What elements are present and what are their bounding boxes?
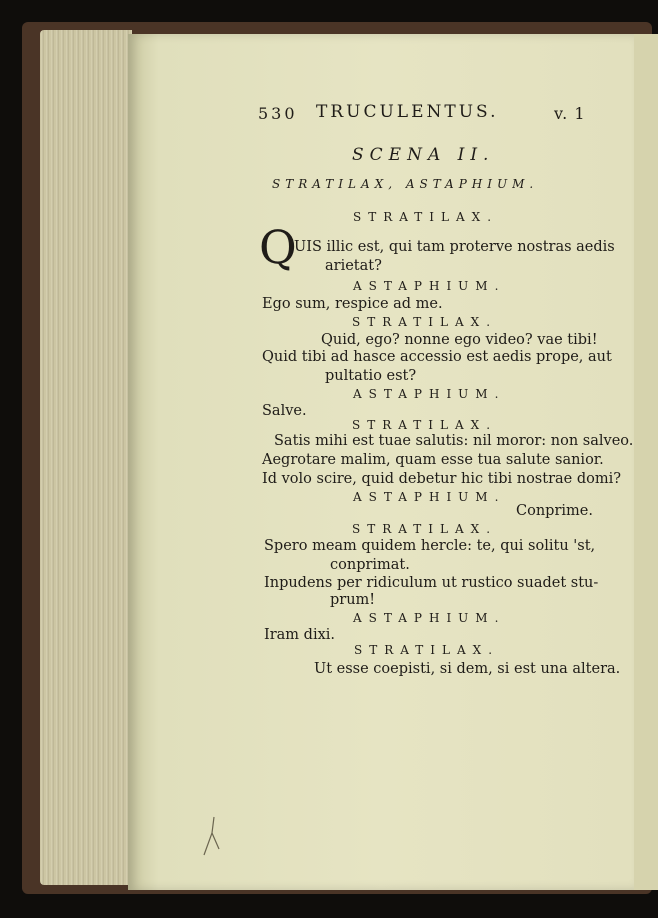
- speaker-label: ASTAPHIUM.: [353, 387, 506, 401]
- speaker-label: STRATILAX.: [354, 643, 500, 657]
- verse-line: Conprime.: [516, 503, 593, 519]
- drop-cap: Q: [259, 220, 297, 274]
- page-number: 530: [258, 104, 298, 123]
- verse-line: Satis mihi est tuae salutis: nil moror: non salveo.: [274, 433, 634, 449]
- running-title: TRUCULENTUS.: [316, 102, 499, 122]
- speaker-label: STRATILAX.: [352, 522, 498, 536]
- verse-line: Iram dixi.: [264, 627, 336, 643]
- speaker-label: ASTAPHIUM.: [353, 611, 506, 625]
- scene-characters: STRATILAX, ASTAPHIUM.: [272, 177, 539, 191]
- verse-line: Spero meam quidem hercle: te, qui solitu 'st,: [264, 538, 596, 554]
- speaker-label: STRATILAX.: [352, 315, 498, 329]
- verse-line: pultatio est?: [325, 368, 417, 384]
- verse-line: Ego sum, respice ad me.: [262, 296, 443, 312]
- verse-line: Inpudens per ridiculum ut rustico suadet stu-: [264, 575, 599, 591]
- speaker-label: STRATILAX.: [352, 418, 498, 432]
- verse-line: Quid, ego? nonne ego video? vae tibi!: [321, 332, 598, 348]
- speaker-label: ASTAPHIUM.: [353, 490, 506, 504]
- facing-page-edge: [634, 34, 658, 890]
- page-edges: [40, 30, 132, 885]
- verse-line: Aegrotare malim, quam esse tua salute sanior.: [262, 452, 604, 468]
- verse-line: Id volo scire, quid debetur hic tibi nostrae domi?: [262, 471, 622, 487]
- verse-line: conprimat.: [330, 557, 410, 573]
- speaker-label: ASTAPHIUM.: [353, 279, 506, 293]
- verse-line: Ut esse coepisti, si dem, si est una altera.: [314, 661, 621, 677]
- verse-line: Quid tibi ad hasce accessio est aedis prope, aut: [262, 349, 612, 365]
- verse-line: UIS illic est, qui tam proterve nostras aedis: [294, 239, 615, 255]
- verse-line: prum!: [330, 592, 376, 608]
- act-label: v. 1: [554, 104, 586, 123]
- scene-title: SCENA II.: [352, 145, 495, 165]
- pencil-mark: [200, 815, 222, 857]
- verse-line: Salve.: [262, 403, 307, 419]
- speaker-label: STRATILAX.: [353, 210, 499, 224]
- verse-line: arietat?: [325, 258, 382, 274]
